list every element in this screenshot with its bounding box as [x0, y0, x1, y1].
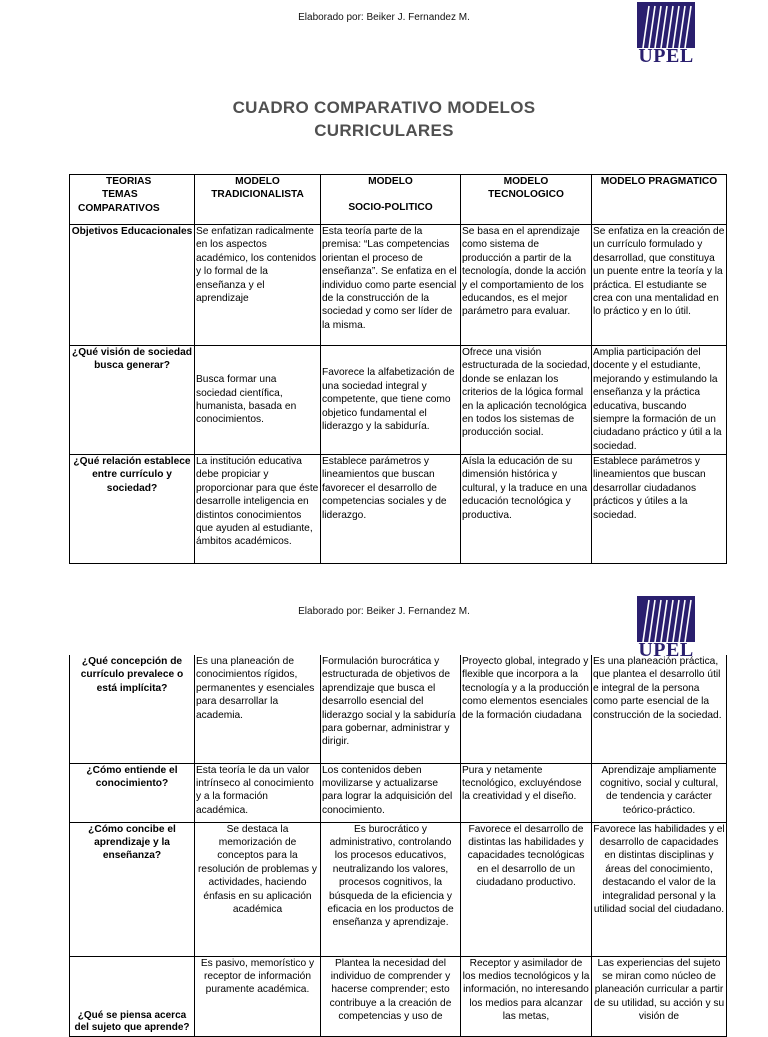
header-teorias-l1: TEORIAS	[106, 176, 152, 187]
cell-pragmatico: Amplia participación del docente y el estudiante, mejorando y estimulando la enseñanza y la práctica educativa, buscando siempre la formación de un ciudadano práctico y útil a la sociedad.	[592, 346, 727, 455]
cell-tecnologico: Proyecto global, integrado y flexible que incorpora a la tecnología y a la producción como elementos esenciales de la formación ciudadana	[461, 655, 592, 763]
table-row	[70, 763, 727, 822]
row-question: ¿Cómo entiende el conocimiento?	[70, 763, 195, 822]
cell-sociopolitico: Esta teoría parte de la premisa: “Las competencias orientan el proceso de enseñanza”. Se enfatiza en el individuo como parte esencial de la construcción de la sociedad y como ser líder de la misma.	[321, 225, 461, 346]
cell-pragmatico: Es una planeación práctica, que plantea el desarrollo útil e integral de la persona como parte esencial de la construcción de la sociedad.	[592, 655, 727, 763]
cell-tecnologico: Receptor y asimilador de los medios tecnológicos y la información, no interesando los medios para alcanzar las metas,	[461, 956, 592, 1036]
cell-tradicionalista: Es una planeación de conocimientos rígidos, permanentes y esenciales para desarrollar la academia.	[195, 655, 321, 763]
header-pragmatico	[592, 175, 727, 225]
cell-tradicionalista: Se enfatizan radicalmente en los aspectos académico, los contenidos y lo formal de la enseñanza y el aprendizaje	[195, 225, 321, 346]
cell-sociopolitico: Plantea la necesidad del individuo de comprender y hacerse comprender; esto contribuye a la creación de competencias y uso de	[321, 956, 461, 1036]
cell-tecnologico: Se basa en el aprendizaje como sistema de producción a partir de la tecnología, donde la acción y el comportamiento de los educandos, es el mejor parámetro para evaluar.	[461, 225, 592, 346]
header-tecnologico	[461, 175, 592, 225]
table-row	[70, 655, 727, 763]
cell-tecnologico: Aísla la educación de su dimensión histórica y cultural, y la traduce en una educación tecnológica y productiva.	[461, 455, 592, 564]
page1-header: Elaborado por: Beiker J. Fernandez M.	[298, 12, 470, 23]
document-title	[0, 96, 768, 142]
header-sociopolitico-l2: SOCIO-POLITICO	[348, 202, 433, 214]
row-question: ¿Cómo concibe el aprendizaje y la enseñanza?	[70, 822, 195, 956]
header-pragmatico-l1: MODELO PRAGMATICO	[600, 176, 718, 187]
cell-tradicionalista: Esta teoría le da un valor intrínseco al conocimiento y a la formación académica.	[195, 763, 321, 822]
title-line-2: CURRICULARES	[314, 121, 454, 140]
cell-sociopolitico: Establece parámetros y lineamientos que buscan favorecer el desarrollo de competencias sociales y de liderazgo.	[321, 455, 461, 564]
table-row	[70, 455, 727, 564]
comparison-table-page1	[69, 174, 727, 564]
table-row	[70, 956, 727, 1036]
logo-text: UPEL	[638, 639, 694, 661]
table-row	[70, 346, 727, 455]
page2-header: Elaborado por: Beiker J. Fernandez M.	[298, 606, 470, 617]
header-tradicionalista-l2: TRADICIONALISTA	[211, 189, 304, 201]
header-teorias-l2: TEMAS	[102, 189, 138, 201]
upel-emblem-icon	[637, 596, 695, 642]
comparison-table-page2	[69, 655, 727, 1037]
cell-sociopolitico: Formulación burocrática y estructurada de objetivos de aprendizaje que busca el desarrollo esencial del liderazgo social y la sabiduría para gobernar, administrar y dirigir.	[321, 655, 461, 763]
upel-logo-page2	[637, 596, 695, 660]
table-header-row	[70, 175, 727, 225]
row-question: ¿Qué visión de sociedad busca generar?	[70, 346, 195, 455]
cell-tradicionalista: Busca formar una sociedad científica, humanista, basada en conocimientos.	[195, 346, 321, 455]
cell-tecnologico: Ofrece una visión estructurada de la sociedad, donde se enlazan los criterios de la lógica formal en la aplicación tecnológica en todos los sistemas de producción social.	[461, 346, 592, 455]
header-sociopolitico-l1: MODELO	[368, 176, 413, 187]
title-line-1: CUADRO COMPARATIVO MODELOS	[232, 98, 536, 117]
cell-tradicionalista: La institución educativa debe propiciar y proporcionar para que éste desarrolle inteligencia en distintos conocimientos que ayuden al estudiante, ámbitos académicos.	[195, 455, 321, 564]
header-tecnologico-l2: TECNOLOGICO	[488, 189, 564, 201]
row-question: ¿Qué se piensa acerca del sujeto que aprende?	[70, 956, 195, 1036]
row-question: ¿Qué relación establece entre currículo y sociedad?	[70, 455, 195, 564]
header-sociopolitico	[321, 175, 461, 225]
cell-sociopolitico: Los contenidos deben movilizarse y actualizarse para lograr la adquisición del conocimiento.	[321, 763, 461, 822]
cell-pragmatico: Establece parámetros y lineamientos que buscan desarrollar ciudadanos prácticos y útiles a la sociedad.	[592, 455, 727, 564]
cell-pragmatico: Aprendizaje ampliamente cognitivo, social y cultural, de tendencia y carácter teórico-práctico.	[592, 763, 727, 822]
cell-pragmatico: Se enfatiza en la creación de un currículo formulado y desarrollad, que constituya un puente entre la teoría y la práctica. El estudiante se crea con una mentalidad en lo práctico y en lo útil.	[592, 225, 727, 346]
header-tradicionalista	[195, 175, 321, 225]
upel-emblem-icon	[637, 2, 695, 48]
row-question: Objetivos Educacionales	[70, 225, 195, 346]
logo-text: UPEL	[638, 45, 694, 67]
cell-tradicionalista: Es pasivo, memorístico y receptor de información puramente académica.	[195, 956, 321, 1036]
table-row	[70, 822, 727, 956]
cell-pragmatico: Las experiencias del sujeto se miran como núcleo de planeación curricular a partir de su utilidad, su acción y su visión de	[592, 956, 727, 1036]
cell-tecnologico: Favorece el desarrollo de distintas las habilidades y capacidades tecnológicas en el desarrollo de un ciudadano productivo.	[461, 822, 592, 956]
upel-logo	[637, 2, 695, 66]
header-tecnologico-l1: MODELO	[503, 176, 549, 187]
header-teorias-l3: COMPARATIVOS	[78, 202, 160, 214]
header-tradicionalista-l1: MODELO	[235, 176, 280, 187]
cell-sociopolitico: Es burocrático y administrativo, controlando los procesos educativos, neutralizando los valores, procesos cognitivos, la búsqueda de la eficiencia y eficacia en los productos de enseñanza y aprendizaje.	[321, 822, 461, 956]
cell-sociopolitico: Favorece la alfabetización de una sociedad integral y competente, que tiene como objetico fundamental el liderazgo y la sabiduría.	[321, 346, 461, 455]
header-teorias	[70, 175, 195, 225]
row-question: ¿Qué concepción de currículo prevalece o está implícita?	[70, 655, 195, 763]
cell-tecnologico: Pura y netamente tecnológico, excluyéndose la creatividad y el diseño.	[461, 763, 592, 822]
table-row	[70, 225, 727, 346]
cell-tradicionalista: Se destaca la memorización de conceptos para la resolución de problemas y actividades, haciendo énfasis en su aplicación académica	[195, 822, 321, 956]
cell-pragmatico: Favorece las habilidades y el desarrollo de capacidades en distintas disciplinas y áreas del conocimiento, destacando el valor de la integralidad personal y la utilidad social del ciudadano.	[592, 822, 727, 956]
